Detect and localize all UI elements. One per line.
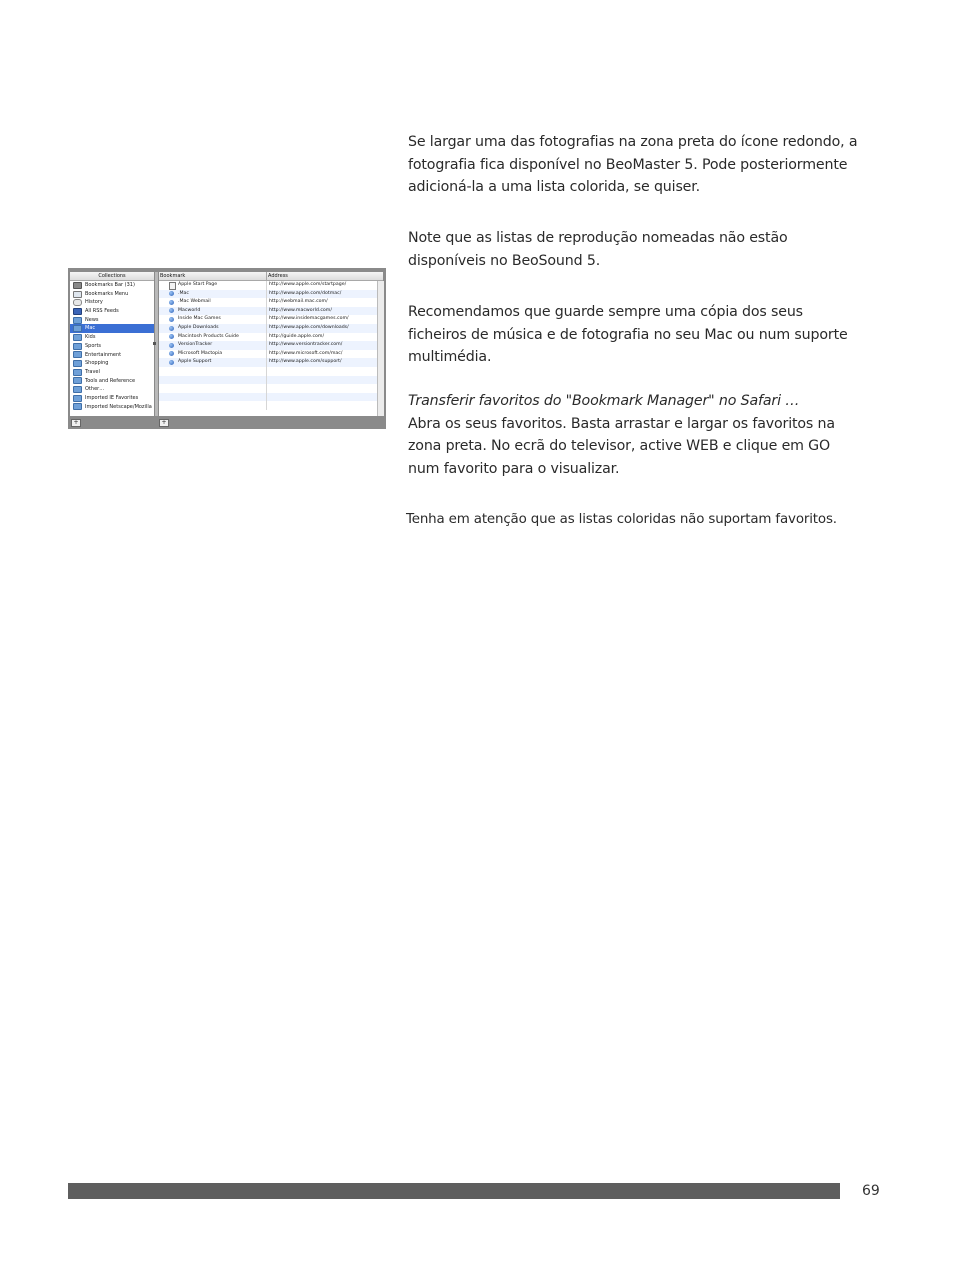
collection-label: History	[85, 299, 103, 306]
column-divider	[266, 393, 267, 402]
collection-item[interactable]	[70, 316, 154, 325]
folder-icon	[73, 351, 82, 358]
collections-pane	[70, 272, 154, 416]
column-divider	[266, 307, 267, 316]
collection-label: Kids	[85, 334, 96, 341]
column-divider	[266, 350, 267, 359]
bookmark-address: http://webmail.mac.com/	[269, 299, 328, 305]
bookmark-address: http://www.macworld.com/	[269, 307, 332, 313]
collection-label: Bookmarks Menu	[85, 290, 129, 297]
footer-bar	[68, 1183, 840, 1199]
bookmark-name: Microsoft Mactopia	[178, 350, 223, 356]
paragraph-photo-drop: Se largar uma das fotografias na zona preta do ícone redondo, a fotografia fica disponível no BeoMaster 5. Pode posteriormente adicioná-la a uma lista colorida, se quiser.	[408, 134, 858, 196]
column-divider	[266, 324, 267, 333]
collection-label: Bookmarks Bar (31)	[85, 282, 135, 288]
clock-icon	[73, 299, 82, 306]
collection-item[interactable]	[70, 368, 154, 377]
bookmark-address: http://www.apple.com/startpage/	[269, 282, 347, 287]
bookmark-address: http://www.versiontracker.com/	[269, 342, 343, 348]
bookmark-address: http://www.insidemacgames.com/	[269, 316, 349, 322]
collection-item[interactable]	[70, 298, 154, 307]
bookmark-address: http://www.microsoft.com/mac/	[269, 350, 343, 356]
paragraph-backup-recommendation: Recomendamos que guarde sempre uma cópia dos seus ficheiros de música e de fotografia no seu Mac ou num suporte multimédia.	[408, 304, 848, 366]
globe-icon	[169, 351, 174, 356]
book-icon	[73, 291, 82, 298]
bookmark-name: Macworld	[178, 307, 201, 313]
paragraph-playlists-note: Note que as listas de reprodução nomeadas não estão disponíveis no BeoSound 5.	[408, 230, 788, 269]
bookmark-row[interactable]	[159, 324, 383, 333]
folder-icon	[73, 369, 82, 376]
collection-label: Other…	[85, 386, 105, 393]
bookmark-row[interactable]	[159, 281, 383, 290]
bookmarks-column-header	[159, 272, 383, 281]
paragraph-transfer-bookmarks	[408, 390, 858, 480]
page-number: 69	[862, 1183, 880, 1199]
bookmark-name: Macintosh Products Guide	[178, 333, 239, 339]
collection-item[interactable]	[70, 377, 154, 386]
collection-item[interactable]	[70, 307, 154, 316]
bookmark-row[interactable]	[159, 333, 383, 342]
bookmark-address: http://www.apple.com/downloads/	[269, 324, 349, 330]
collections-list	[70, 281, 154, 411]
folder-icon	[73, 386, 82, 393]
collection-label: Mac	[85, 325, 96, 332]
empty-row	[159, 384, 383, 393]
bookmark-row[interactable]	[159, 290, 383, 299]
bookmark-name: .Mac Webmail	[178, 299, 211, 305]
bookmark-name: Apple Downloads	[178, 324, 219, 330]
bookmarks-pane	[159, 272, 383, 416]
globe-icon	[169, 326, 174, 331]
folder-icon	[73, 325, 82, 332]
folder-icon	[73, 377, 82, 384]
collection-item[interactable]	[70, 385, 154, 394]
bookmark-row[interactable]	[159, 298, 383, 307]
bookmark-row[interactable]	[159, 341, 383, 350]
collection-item[interactable]	[70, 403, 154, 412]
bar-icon	[73, 282, 82, 289]
collection-label: Entertainment	[85, 351, 122, 358]
empty-row	[159, 367, 383, 376]
splitter-grip-icon	[153, 342, 156, 345]
folder-icon	[73, 360, 82, 367]
collection-item[interactable]	[70, 324, 154, 333]
section-heading: Transferir favoritos do "Bookmark Manager" no Safari …	[408, 393, 800, 409]
column-divider	[266, 341, 267, 350]
column-divider	[266, 281, 267, 290]
collection-item[interactable]	[70, 359, 154, 368]
collection-label: Tools and Reference	[85, 377, 136, 384]
collection-label: All RSS Feeds	[85, 308, 119, 315]
collection-label: Imported IE Favorites	[85, 394, 139, 401]
folder-icon	[73, 343, 82, 350]
collection-label: Sports	[85, 342, 102, 349]
bookmark-name: .Mac	[178, 290, 189, 296]
column-divider	[266, 358, 267, 367]
column-divider	[266, 376, 267, 385]
collection-item[interactable]	[70, 281, 154, 290]
bookmarks-scrollbar[interactable]	[377, 281, 384, 416]
collection-label: Imported Netscape/Mozilla	[85, 403, 152, 410]
collection-label: Shopping	[85, 360, 109, 367]
column-divider	[266, 272, 267, 280]
add-collection-button[interactable]: +	[71, 419, 81, 427]
globe-icon	[169, 308, 174, 313]
bookmark-row[interactable]	[159, 315, 383, 324]
globe-icon	[169, 334, 174, 339]
collection-item[interactable]	[70, 351, 154, 360]
bookmark-row[interactable]	[159, 350, 383, 359]
bookmark-manager-screenshot	[68, 268, 386, 429]
bookmark-name: Apple Start Page	[178, 282, 218, 287]
globe-icon	[169, 360, 174, 365]
address-column-label[interactable]: Address	[268, 273, 288, 279]
globe-icon	[169, 300, 174, 305]
bookmark-column-label[interactable]: Bookmark	[160, 273, 186, 279]
globe-icon	[169, 291, 174, 296]
add-bookmark-button[interactable]: +	[159, 419, 169, 427]
folder-icon	[73, 317, 82, 324]
paragraph-colour-lists-note: Tenha em atenção que as listas coloridas não suportam favoritos.	[406, 512, 837, 527]
empty-row	[159, 393, 383, 402]
collection-item[interactable]	[70, 290, 154, 299]
bookmark-name: VersionTracker	[178, 342, 213, 348]
bookmark-address: http://guide.apple.com/	[269, 333, 325, 339]
column-divider	[266, 290, 267, 299]
folder-icon	[73, 403, 82, 410]
globe-icon	[169, 343, 174, 348]
bookmark-address: http://www.apple.com/dotmac/	[269, 290, 342, 296]
column-divider	[266, 315, 267, 324]
column-divider	[266, 401, 267, 410]
bookmark-address: http://www.apple.com/support/	[269, 359, 342, 365]
collections-header: Collections	[70, 272, 154, 281]
column-divider	[266, 384, 267, 393]
bookmark-row[interactable]	[159, 307, 383, 316]
paragraph-transfer-bookmarks-body: Abra os seus favoritos. Basta arrastar e largar os favoritos na zona preta. No ecrã do televisor, active WEB e clique em GO num favorito para o visualizar.	[408, 415, 835, 477]
empty-row	[159, 401, 383, 410]
collection-item[interactable]	[70, 394, 154, 403]
bookmark-name: Inside Mac Games	[178, 316, 221, 322]
column-divider	[266, 367, 267, 376]
column-divider	[266, 333, 267, 342]
collection-label: Travel	[85, 368, 100, 375]
collection-label: News	[85, 316, 99, 323]
bookmark-name: Apple Support	[178, 359, 212, 365]
folder-icon	[73, 334, 82, 341]
bookmarks-table	[159, 281, 383, 410]
collection-item[interactable]	[70, 342, 154, 351]
column-divider	[266, 298, 267, 307]
collection-item[interactable]	[70, 333, 154, 342]
empty-row	[159, 376, 383, 385]
bookmark-row[interactable]	[159, 358, 383, 367]
folder-icon	[73, 395, 82, 402]
rss-icon	[73, 308, 82, 315]
globe-icon	[169, 317, 174, 322]
